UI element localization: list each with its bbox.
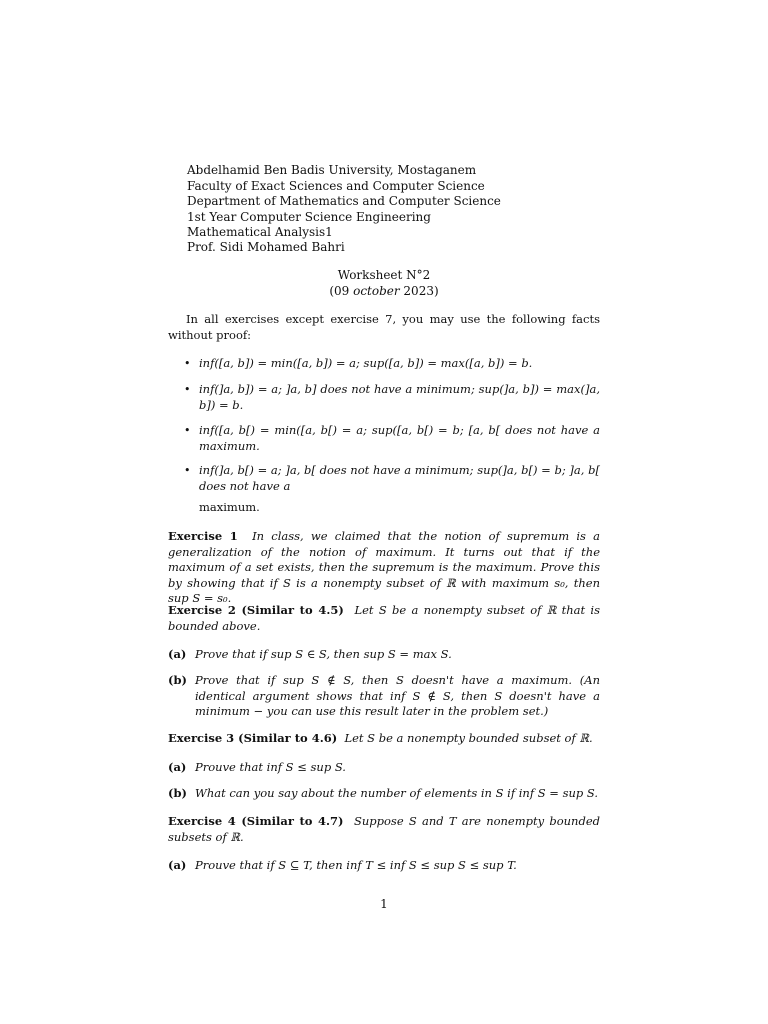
exercise-4	[168, 814, 600, 845]
worksheet-title: Worksheet N°2	[337, 268, 431, 282]
date-prefix: (09	[329, 284, 354, 298]
exercise-text: Suppose S and T are nonempty bounded subsets of ℝ.	[168, 814, 600, 844]
item-label: (a)	[168, 858, 187, 872]
exercise-3	[168, 731, 600, 747]
item-text: Prove that if sup S ∈ S, then sup S = max S.	[195, 647, 452, 661]
header-department: Department of Mathematics and Computer Science	[187, 194, 501, 208]
item-text: Prouve that if S ⊆ T, then inf T ≤ inf S ≤ sup S ≤ sup T.	[195, 858, 517, 872]
exercise-text: Let S be a nonempty bounded subset of ℝ.	[344, 731, 593, 745]
header-faculty: Faculty of Exact Sciences and Computer Science	[187, 179, 485, 193]
intro-paragraph: In all exercises except exercise 7, you may use the following facts without proof:	[168, 312, 600, 342]
item-label: (b)	[168, 786, 187, 800]
page-number: 1	[380, 897, 388, 911]
bullet-icon: •	[184, 424, 191, 437]
header-course: Mathematical Analysis1	[187, 225, 333, 239]
fact-4-continuation: maximum.	[199, 500, 260, 514]
exercise-heading: Exercise 3 (Similar to 4.6)	[168, 731, 338, 745]
fact-4: inf(]a, b[) = a; ]a, b[ does not have a minimum; sup(]a, b[) = b; ]a, b[ does not have a	[199, 463, 600, 493]
worksheet-date	[168, 284, 600, 299]
exercise-heading: Exercise 4 (Similar to 4.7)	[168, 814, 344, 828]
exercise-heading: Exercise 1	[168, 529, 238, 543]
header-university: Abdelhamid Ben Badis University, Mostaganem	[187, 163, 477, 177]
item-text: Prove that if sup S ∉ S, then S doesn't have a maximum. (An identical argument shows that inf S ∉ S, then S doesn't have a minimum − you can use this result later in the problem set.)	[195, 673, 600, 718]
fact-3: inf([a, b[) = min([a, b[) = a; sup([a, b[) = b; [a, b[ does not have a maximum.	[199, 423, 600, 453]
bullet-icon: •	[184, 357, 191, 370]
exercise-1	[168, 529, 600, 607]
exercise-2	[168, 603, 600, 634]
exercise-text: Let S be a nonempty subset of ℝ that is bounded above.	[168, 603, 601, 633]
item-label: (b)	[168, 673, 187, 687]
item-text: Prouve that inf S ≤ sup S.	[195, 760, 346, 774]
item-label: (a)	[168, 760, 187, 774]
fact-1: inf([a, b]) = min([a, b]) = a; sup([a, b]) = max([a, b]) = b.	[199, 356, 533, 370]
date-suffix: 2023)	[399, 284, 439, 298]
fact-2: inf(]a, b]) = a; ]a, b] does not have a minimum; sup(]a, b]) = max(]a, b]) = b.	[199, 382, 600, 412]
date-month: october	[353, 284, 400, 298]
exercise-heading: Exercise 2 (Similar to 4.5)	[168, 603, 344, 617]
exercise-text: In class, we claimed that the notion of supremum is a generalization of the notion of maximum. It turns out that if the maximum of a set exists, then the supremum is the maximum. Prove this by showing that if S is a nonempty subset of ℝ with maximum s₀, then sup S = s₀.	[168, 529, 600, 605]
header-year: 1st Year Computer Science Engineering	[187, 210, 431, 224]
bullet-icon: •	[184, 383, 191, 396]
header-professor: Prof. Sidi Mohamed Bahri	[187, 240, 345, 254]
bullet-icon: •	[184, 464, 191, 477]
item-label: (a)	[168, 647, 187, 661]
item-text: What can you say about the number of elements in S if inf S = sup S.	[195, 786, 599, 800]
